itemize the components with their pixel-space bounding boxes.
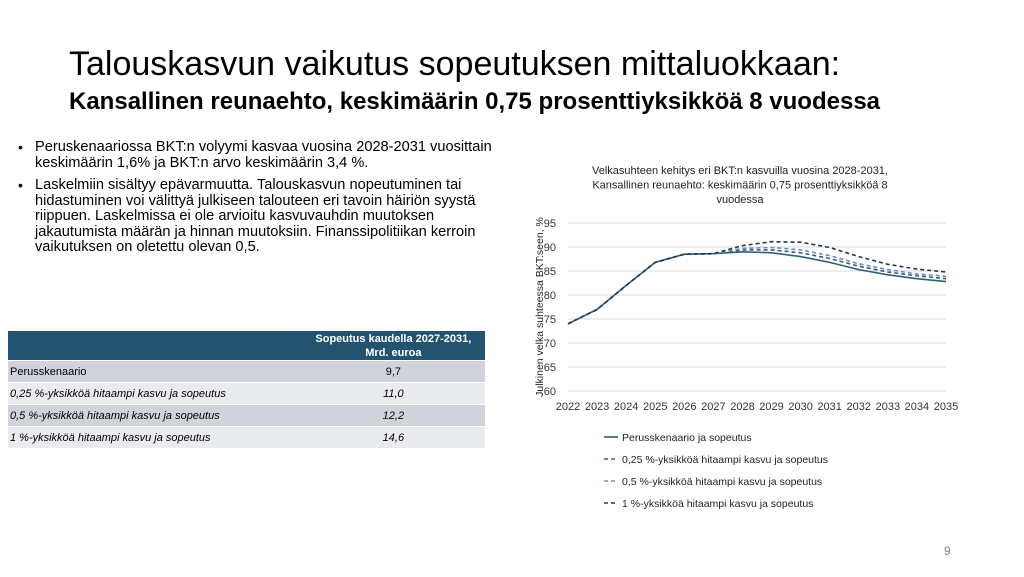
series-line-1 [568,252,946,324]
y-tick-label: 60 [543,386,556,398]
table-row-value: 9,7 [302,361,485,383]
slide-title: Talouskasvun vaikutus sopeutuksen mittaluokkaan: [69,45,841,83]
y-tick-label: 95 [543,218,556,230]
table-row-label: 1 %-yksikköä hitaampi kasvu ja sopeutus [8,427,302,449]
x-tick-label: 2031 [817,401,842,413]
x-tick-label: 2025 [642,401,668,413]
slide-subtitle: Kansallinen reunaehto, keskimäärin 0,75 prosenttiyksikköä 8 vuodessa [69,88,881,115]
table-row-value: 12,2 [302,405,485,427]
table-row-value: 11,0 [302,383,485,405]
table-row-label: 0,25 %-yksikköä hitaampi kasvu ja sopeutus [8,383,302,405]
table-row-label: 0,5 %-yksikköä hitaampi kasvu ja sopeutus [8,405,302,427]
table-row-label: Perusskenaario [8,361,302,383]
table-header-line1: Sopeutus kaudella 2027-2031, [315,332,472,345]
page-number: 9 [944,544,951,558]
x-tick-label: 2032 [846,401,872,413]
x-tick-label: 2022 [555,401,581,413]
y-tick-label: 90 [543,242,556,254]
table-header-line2: Mrd. euroa [365,346,422,359]
x-tick-label: 2027 [701,401,726,413]
legend-entry: 0,25 %-yksikköä hitaampi kasvu ja sopeutus [622,454,829,466]
y-tick-label: 70 [543,338,556,350]
series-line-4 [568,242,946,324]
x-tick-label: 2030 [788,401,813,413]
legend-entry: Perusskenaario ja sopeutus [622,432,752,444]
table-row-value: 14,6 [302,427,485,449]
chart-title-line: Velkasuhteen kehitys eri BKT:n kasvuilla vuosina 2028-2031, [592,165,888,177]
chart-title-line: vuodessa [716,194,764,206]
x-tick-label: 2033 [875,401,901,413]
y-tick-label: 85 [543,266,556,278]
legend-entry: 0,5 %-yksikköä hitaampi kasvu ja sopeutus [622,476,823,488]
x-tick-label: 2028 [730,401,755,413]
y-axis-label: Julkinen velka suhteessa BKT:seen, % [534,217,546,397]
x-tick-label: 2035 [933,401,959,413]
x-tick-label: 2034 [904,401,930,413]
x-tick-label: 2026 [672,401,697,413]
legend-entry: 1 %-yksikköä hitaampi kasvu ja sopeutus [622,498,814,510]
x-tick-label: 2029 [759,401,784,413]
bullet-item-growth: • Peruskenaariossa BKT:n volyymi kasvaa vuosina 2028-2031 vuosittain keskimäärin 1,6% ja BKT:n arvo keskimäärin 3,4 %. [14,140,504,171]
bullet-item-uncertainty: • Laskelmiin sisältyy epävarmuutta. Talouskasvun nopeutuminen tai hidastuminen voi välittyä julkiseen talouteen eri tavoin häiriön syystä riippuen. Laskelmissa ei ole arvioitu kasvuvauhdin muutoksen jakautumista määrän ja hinnan muutoksiin. Finanssipolitiikan kerroin vaikutuksen on oletettu olevan 0,5. [14,178,504,256]
y-tick-label: 75 [543,314,556,326]
chart-title-line: Kansallinen reunaehto: keskimäärin 0,75 prosenttiyksikköä 8 [592,179,888,192]
x-tick-label: 2023 [584,401,610,413]
x-tick-label: 2024 [613,401,639,413]
y-tick-label: 65 [543,362,556,374]
y-tick-label: 80 [543,290,556,302]
